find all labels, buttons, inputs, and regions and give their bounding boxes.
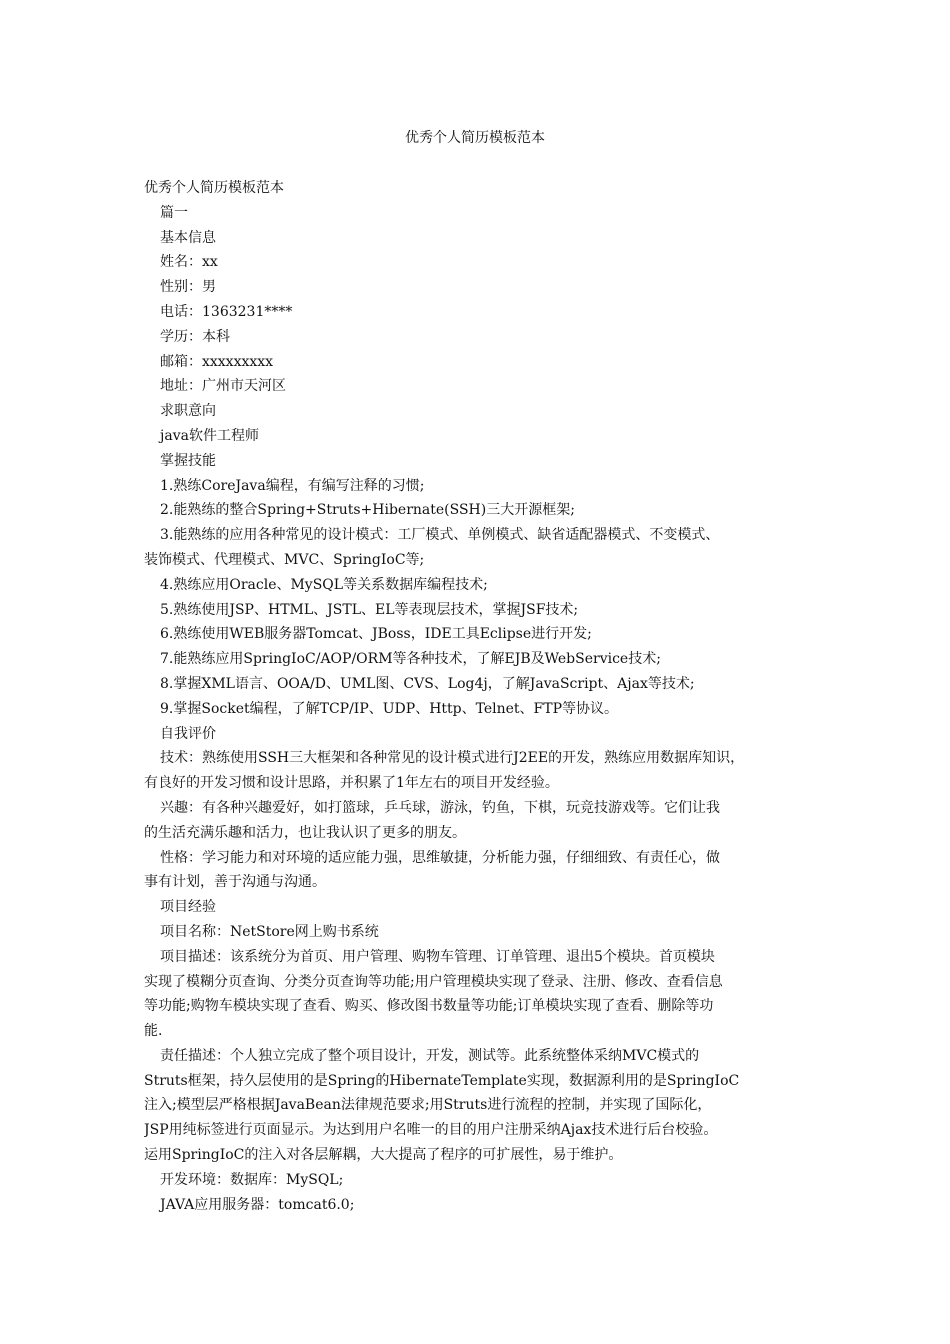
text-line: 掌握技能 [160,452,216,469]
text-line: 项目经验 [160,899,216,916]
text-line: 注入;模型层严格根据JavaBean法律规范要求;用Struts进行流程的控制，并实现了国际化， [144,1097,712,1114]
text-line: 开发环境：数据库：MySQL; [160,1171,344,1188]
text-line: 装饰模式、代理模式、MVC、SpringIoC等; [144,551,425,568]
text-line: 优秀个人简历模板范本 [144,180,284,196]
text-line: java软件工程师 [160,427,259,444]
text-line: 基本信息 [160,229,216,246]
text-line: 项目名称：NetStore网上购书系统 [160,923,379,940]
text-line: 1.熟练CoreJava编程，有编写注释的习惯; [160,477,425,494]
text-line: JAVA应用服务器：tomcat6.0; [160,1196,355,1213]
text-line: 邮箱：xxxxxxxxx [160,353,274,370]
text-line: 学历：本科 [160,328,230,345]
text-line: 有良好的开发习惯和设计思路，并积累了1年左右的项目开发经验。 [144,775,559,792]
text-line: 等功能;购物车模块实现了查看、购买、修改图书数量等功能;订单模块实现了查看、删除等功 [144,998,714,1015]
text-line: 9.掌握Socket编程，了解TCP/IP、UDP、Http、Telnet、FTP等协议。 [160,700,619,717]
text-line: 求职意向 [160,403,216,420]
text-line: 7.能熟练应用SpringIoC/AOP/ORM等各种技术，了解EJB及WebService技术; [160,651,661,668]
text-line: 责任描述：个人独立完成了整个项目设计，开发，测试等。此系统整体采纳MVC模式的 [160,1047,700,1064]
text-line: 事有计划，善于沟通与沟通。 [144,874,326,891]
text-line: Struts框架，持久层使用的是Spring的HibernateTemplate实现，数据源利用的是SpringIoC [144,1072,740,1089]
text-line: 项目描述：该系统分为首页、用户管理、购物车管理、订单管理、退出5个模块。首页模块 [160,948,715,965]
text-line: 的生活充满乐趣和活力，也让我认识了更多的朋友。 [144,824,466,841]
text-line: 运用SpringIoC的注入对各层解耦，大大提高了程序的可扩展性，易于维护。 [144,1147,623,1164]
text-line: 实现了模糊分页查询、分类分页查询等功能;用户管理模块实现了登录、注册、修改、查看信息 [144,973,723,990]
text-line: 5.熟练使用JSP、HTML、JSTL、EL等表现层技术，掌握JSF技术; [160,601,579,618]
text-line: 电话：1363231**** [160,303,293,320]
text-line: 6.熟练使用WEB服务器Tomcat、JBoss，IDE工具Eclipse进行开发; [160,626,592,643]
text-line: 技术：熟练使用SSH三大框架和各种常见的设计模式进行J2EE的开发，熟练应用数据库知识， [160,750,745,767]
text-line: 地址：广州市天河区 [160,378,286,395]
text-line: 8.掌握XML语言、OOA/D、UML图、CVS、Log4j，了解JavaScript、Ajax等技术; [160,675,695,692]
text-line: 兴趣：有各种兴趣爱好，如打篮球，乒乓球，游泳，钓鱼，下棋，玩竞技游戏等。它们让我 [160,799,720,816]
text-line: 姓名：xx [160,254,218,271]
text-line: 性别：男 [160,279,216,296]
page-title: 优秀个人简历模板范本 [405,130,545,146]
document-body [144,176,812,1217]
text-line: 2.能熟练的整合Spring+Struts+Hibernate(SSH)三大开源框架; [160,502,575,519]
text-line: 4.熟练应用Oracle、MySQL等关系数据库编程技术; [160,576,488,593]
text-line: JSP用纯标签进行页面显示。为达到用户名唯一的目的用户注册采纳Ajax技术进行后台校验。 [144,1122,718,1139]
text-line: 3.能熟练的应用各种常见的设计模式：工厂模式、单例模式、缺省适配器模式、不变模式、 [160,527,720,544]
text-line: 能. [144,1023,163,1040]
text-line: 篇一 [160,204,188,221]
text-line: 性格：学习能力和对环境的适应能力强，思维敏捷，分析能力强，仔细细致、有责任心，做 [160,849,720,866]
text-line: 自我评价 [160,725,216,742]
